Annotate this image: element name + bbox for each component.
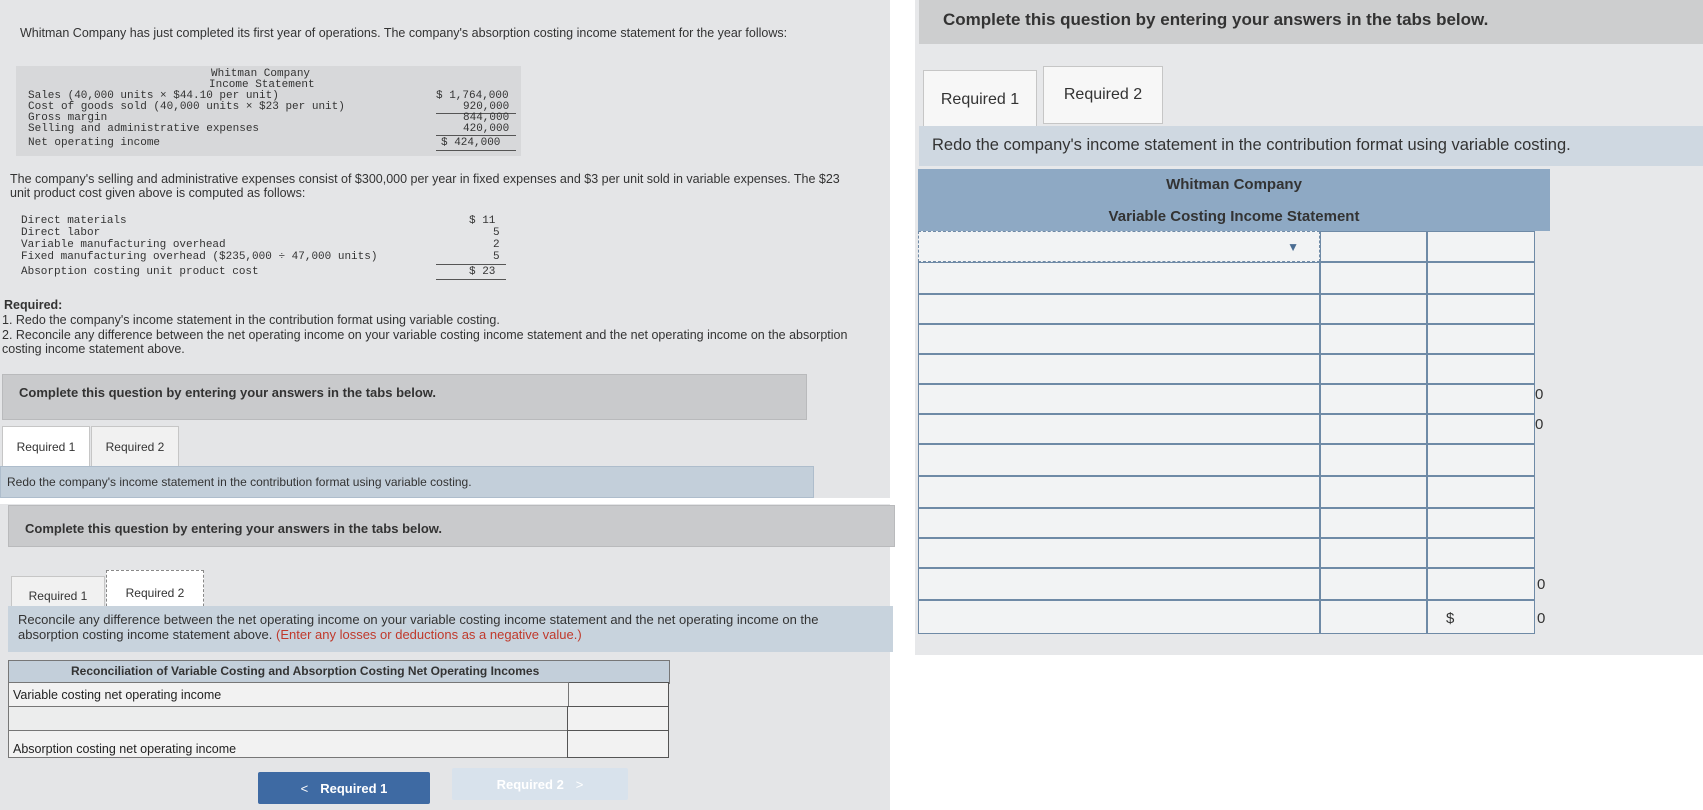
row-6-amount-2[interactable] bbox=[1427, 384, 1535, 414]
row-1-amount-2[interactable] bbox=[1427, 231, 1535, 262]
right-tab-required-1[interactable]: Required 1 bbox=[923, 70, 1037, 130]
row-5-amount-2[interactable] bbox=[1427, 354, 1535, 384]
cogs-value: 920,000 bbox=[463, 101, 510, 113]
dm-label: Direct materials bbox=[21, 215, 127, 227]
cogs-label: Cost of goods sold (40,000 units × $23 per unit) bbox=[28, 101, 345, 113]
row-11-amount-2[interactable] bbox=[1427, 538, 1535, 568]
required-2-text: 2. Reconcile any difference between the net operating income on your variable costing income statement and the net operating income on the absorption costing income statement above. bbox=[2, 328, 848, 356]
prev-button-label: Required 1 bbox=[320, 780, 388, 796]
row-13-value: 0 bbox=[1537, 610, 1546, 627]
row-8-label[interactable] bbox=[918, 444, 1320, 476]
row-5-amount-1[interactable] bbox=[1320, 354, 1427, 384]
recon-row-1-label: Variable costing net operating income bbox=[13, 688, 222, 702]
section1-banner-text: Complete this question by entering your answers in the tabs below. bbox=[19, 385, 437, 400]
section2-instruction-hint: (Enter any losses or deductions as a negative value.) bbox=[276, 627, 582, 642]
noi-label: Net operating income bbox=[28, 137, 161, 149]
right-statement-header bbox=[918, 201, 1550, 231]
row-6-amount-1[interactable] bbox=[1320, 384, 1427, 414]
dl-label: Direct labor bbox=[21, 227, 101, 239]
dl-value: 5 bbox=[493, 227, 500, 239]
recon-input-2[interactable] bbox=[567, 706, 669, 732]
row-6-value: 0 bbox=[1535, 386, 1544, 403]
row-7-amount-2[interactable] bbox=[1427, 414, 1535, 444]
row-7-label[interactable] bbox=[918, 414, 1320, 444]
fmo-label: Fixed manufacturing overhead ($235,000 ÷ 47,000 units) bbox=[21, 251, 378, 263]
row-12-amount-2[interactable] bbox=[1427, 568, 1535, 600]
sales-value: $ 1,764,000 bbox=[436, 90, 509, 102]
row-8-amount-1[interactable] bbox=[1320, 444, 1427, 476]
row-12-amount-1[interactable] bbox=[1320, 568, 1427, 600]
row-4-label[interactable] bbox=[918, 324, 1320, 354]
recon-title-bar bbox=[8, 660, 670, 684]
row-8-amount-2[interactable] bbox=[1427, 444, 1535, 476]
expense-note: The company's selling and administrative expenses consist of $300,000 per year in fixed expenses and $3 per unit sold in variable expenses. The $23 unit product cost given above is computed as follows: bbox=[10, 172, 840, 200]
right-panel bbox=[915, 0, 1703, 655]
row-13-currency: $ bbox=[1446, 610, 1455, 627]
sales-label: Sales (40,000 units × $44.10 per unit) bbox=[28, 90, 279, 102]
unit-cost-label: Absorption costing unit product cost bbox=[21, 266, 259, 278]
row-2-amount-2[interactable] bbox=[1427, 262, 1535, 294]
dm-value: $ 11 bbox=[469, 215, 496, 227]
row-9-label[interactable] bbox=[918, 476, 1320, 508]
right-company-header bbox=[918, 169, 1550, 201]
sga-label: Selling and administrative expenses bbox=[28, 123, 260, 135]
row-4-amount-1[interactable] bbox=[1320, 324, 1427, 354]
right-banner-text: Complete this question by entering your answers in the tabs below. bbox=[943, 10, 1489, 29]
row-1-amount-1[interactable] bbox=[1320, 231, 1427, 262]
row-12-label[interactable] bbox=[918, 568, 1320, 600]
recon-row-1 bbox=[8, 682, 569, 708]
right-banner bbox=[919, 0, 1703, 44]
problem-intro: Whitman Company has just completed its first year of operations. The company's absorption costing income statement for the year follows: bbox=[20, 26, 788, 40]
row-6-label[interactable] bbox=[918, 384, 1320, 414]
row-13-amount-1[interactable] bbox=[1320, 600, 1427, 634]
chevron-right-icon: > bbox=[575, 776, 584, 792]
row-5-label[interactable] bbox=[918, 354, 1320, 384]
row-2-amount-1[interactable] bbox=[1320, 262, 1427, 294]
section1-tab-required-2[interactable]: Required 2 bbox=[91, 426, 179, 468]
required-1-text: 1. Redo the company's income statement in the contribution format using variable costing. bbox=[2, 313, 500, 327]
section2-banner-text: Complete this question by entering your answers in the tabs below. bbox=[25, 521, 443, 536]
recon-row-3 bbox=[8, 730, 569, 758]
section1-instruction: Redo the company's income statement in the contribution format using variable costing. bbox=[0, 466, 814, 498]
row-3-amount-2[interactable] bbox=[1427, 294, 1535, 324]
gross-margin-label: Gross margin bbox=[28, 112, 108, 124]
chevron-down-icon: ▼ bbox=[1287, 240, 1299, 254]
right-instruction: Redo the company's income statement in the contribution format using variable costing. bbox=[932, 136, 1571, 154]
row-1-label-select[interactable] bbox=[918, 231, 1320, 262]
recon-input-1[interactable] bbox=[567, 682, 669, 708]
row-4-amount-2[interactable] bbox=[1427, 324, 1535, 354]
next-required-2-button[interactable] bbox=[452, 768, 628, 800]
sga-value: 420,000 bbox=[463, 123, 510, 135]
statement-title: Income Statement bbox=[209, 79, 315, 91]
required-heading: Required: bbox=[4, 298, 63, 312]
recon-row-2[interactable] bbox=[8, 706, 569, 732]
income-statement bbox=[16, 66, 521, 156]
row-10-label[interactable] bbox=[918, 508, 1320, 538]
section2-instruction bbox=[8, 606, 893, 652]
row-3-amount-1[interactable] bbox=[1320, 294, 1427, 324]
prev-required-1-button[interactable] bbox=[258, 772, 430, 804]
section2-banner bbox=[8, 505, 895, 547]
screenshot-divider bbox=[0, 498, 890, 504]
row-10-amount-2[interactable] bbox=[1427, 508, 1535, 538]
section2-instruction-main: Reconcile any difference between the net operating income on your variable costing income statement and the net operating income on the absorption costing income statement above. bbox=[18, 612, 819, 642]
gross-margin-value: 844,000 bbox=[463, 112, 510, 124]
fmo-value: 5 bbox=[493, 251, 500, 263]
unit-cost-table bbox=[16, 213, 511, 283]
unit-cost-value: $ 23 bbox=[469, 266, 496, 278]
row-11-amount-1[interactable] bbox=[1320, 538, 1427, 568]
right-tab-required-2[interactable]: Required 2 bbox=[1043, 66, 1163, 124]
row-13-amount-2[interactable] bbox=[1427, 600, 1535, 634]
noi-value: $ 424,000 bbox=[441, 137, 501, 149]
section2-tab-required-2[interactable]: Required 2 bbox=[106, 570, 204, 616]
chevron-left-icon: < bbox=[300, 780, 309, 796]
row-9-amount-1[interactable] bbox=[1320, 476, 1427, 508]
row-13-label[interactable] bbox=[918, 600, 1320, 634]
row-7-value: 0 bbox=[1535, 416, 1544, 433]
row-7-amount-1[interactable] bbox=[1320, 414, 1427, 444]
right-instruction-bar bbox=[919, 126, 1703, 166]
row-9-amount-2[interactable] bbox=[1427, 476, 1535, 508]
right-company: Whitman Company bbox=[1166, 176, 1302, 193]
row-11-label[interactable] bbox=[918, 538, 1320, 568]
recon-title: Reconciliation of Variable Costing and Absorption Costing Net Operating Incomes bbox=[71, 664, 540, 678]
next-button-label: Required 2 bbox=[496, 776, 564, 792]
section1-tab-required-1[interactable]: Required 1 bbox=[2, 426, 90, 468]
row-2-label[interactable] bbox=[918, 262, 1320, 294]
right-statement-title: Variable Costing Income Statement bbox=[1108, 208, 1360, 225]
statement-company: Whitman Company bbox=[211, 68, 311, 80]
recon-row-3-label: Absorption costing net operating income bbox=[13, 742, 237, 756]
row-12-value: 0 bbox=[1537, 576, 1546, 593]
section1-banner bbox=[2, 374, 807, 420]
row-10-amount-1[interactable] bbox=[1320, 508, 1427, 538]
row-3-label[interactable] bbox=[918, 294, 1320, 324]
vmo-label: Variable manufacturing overhead bbox=[21, 239, 226, 251]
recon-input-3[interactable] bbox=[567, 730, 669, 758]
vmo-value: 2 bbox=[493, 239, 500, 251]
section2-tab-required-1[interactable]: Required 1 bbox=[11, 576, 105, 616]
